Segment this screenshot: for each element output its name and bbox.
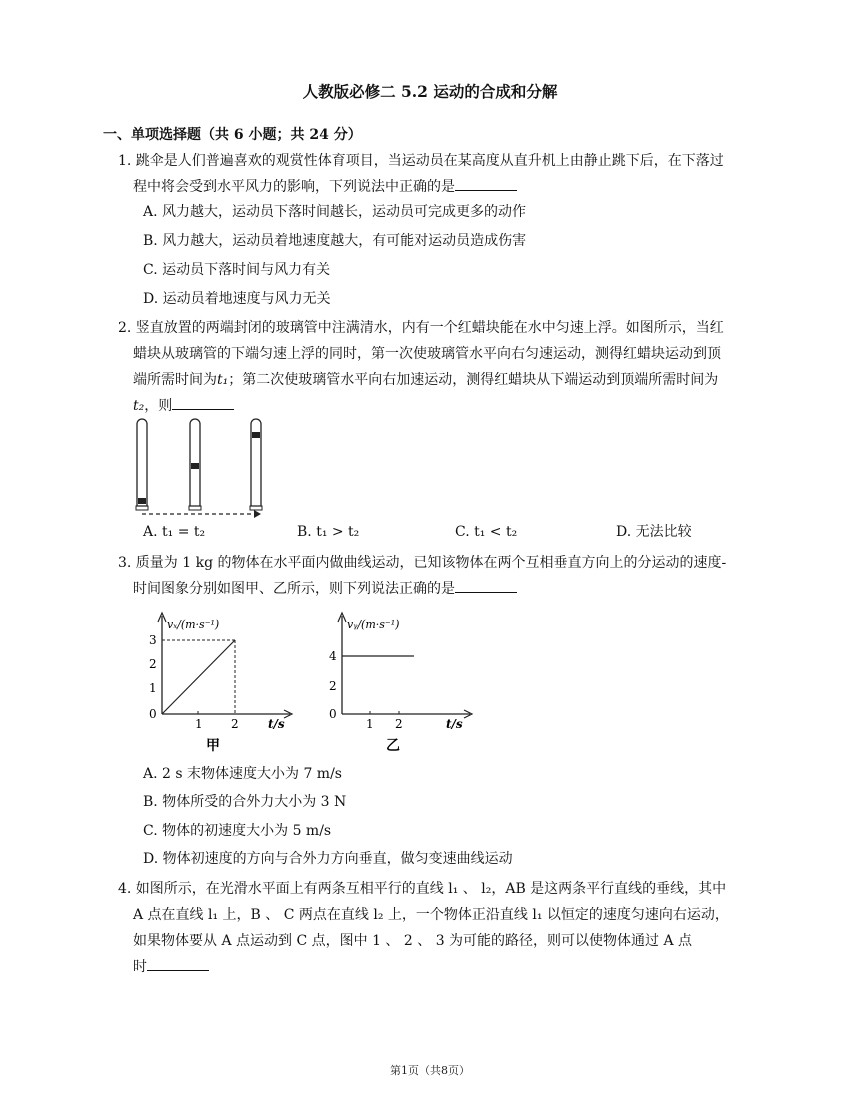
q3-line2: 时间图象分别如图甲、乙所示，则下列说法正确的是: [133, 578, 517, 600]
section-heading: 一、单项选择题（共 6 小题；共 24 分）: [103, 127, 362, 143]
q2-line2: 蜡块从玻璃管的下端匀速上浮的同时，第一次使玻璃管水平向右匀速运动，测得红蜡块运动到顶: [133, 346, 721, 362]
answer-blank: [455, 578, 517, 593]
page-footer: 第1页（共8页）: [390, 1064, 470, 1077]
glass-tube-figure: [132, 416, 272, 520]
graph-b-caption: 乙: [386, 738, 400, 754]
graph-a-ytick-2: 2: [149, 657, 157, 671]
answer-blank: [147, 956, 209, 971]
answer-blank: [172, 395, 234, 410]
graph-b-xtick-1: 1: [366, 717, 374, 731]
q4-line1: 4. 如图所示，在光滑水平面上有两条互相平行的直线 l₁ 、 l₂，AB 是这两条平行直线的垂线，其中: [118, 881, 727, 897]
graph-a-xtick-2: 2: [231, 717, 239, 731]
q4-line2: A 点在直线 l₁ 上，B 、 C 两点在直线 l₂ 上，一个物体正沿直线 l₁ 以恒定的速度匀速向右运动，: [133, 907, 729, 923]
q1-option-d: D. 运动员着地速度与风力无关: [143, 291, 331, 307]
vy-t-graph: [320, 608, 480, 756]
graph-a-ylabel: vₓ/(m·s⁻¹): [167, 618, 220, 631]
q1-line2: 程中将会受到水平风力的影响，下列说法中正确的是: [133, 176, 517, 198]
graph-b-ytick-2: 2: [329, 679, 337, 693]
graph-a-ytick-1: 1: [149, 681, 157, 695]
q2-option-d: D. 无法比较: [616, 524, 692, 540]
q1-line1: 1. 跳伞是人们普遍喜欢的观赏性体育项目，当运动员在某高度从直升机上由静止跳下后，在下落过: [118, 153, 724, 169]
graph-a-caption: 甲: [206, 738, 220, 754]
q2-line1: 2. 竖直放置的两端封闭的玻璃管中注满清水，内有一个红蜡块能在水中匀速上浮。如图所示，当红: [118, 320, 724, 336]
q4-line3: 如果物体要从 A 点运动到 C 点，图中 1 、 2 、 3 为可能的路径，则可以使物体通过 A 点: [133, 933, 693, 949]
vx-t-graph: [140, 608, 300, 756]
graph-b-ylabel: vᵧ/(m·s⁻¹): [347, 618, 400, 631]
graph-b-xtick-2: 2: [395, 717, 403, 731]
q1-option-c: C. 运动员下落时间与风力有关: [143, 262, 331, 278]
q3-option-d: D. 物体初速度的方向与合外力方向垂直，做匀变速曲线运动: [143, 851, 513, 867]
q2-option-a: A. t₁ = t₂: [143, 524, 206, 540]
page-title: 人教版必修二 5.2 运动的合成和分解: [302, 82, 558, 101]
graph-b-ytick-0: 0: [329, 707, 337, 721]
answer-blank: [455, 176, 517, 191]
q3-option-a: A. 2 s 末物体速度大小为 7 m/s: [143, 766, 342, 782]
q2-line4: t₂，则: [133, 395, 234, 417]
graph-a-xtick-1: 1: [195, 717, 203, 731]
q3-option-b: B. 物体所受的合外力大小为 3 N: [143, 794, 347, 810]
q4-line4: 时: [133, 956, 209, 978]
graph-a-ytick-0: 0: [149, 707, 157, 721]
q3-option-c: C. 物体的初速度大小为 5 m/s: [143, 823, 332, 839]
q2-option-c: C. t₁ < t₂: [455, 524, 518, 540]
q1-option-b: B. 风力越大，运动员着地速度越大，有可能对运动员造成伤害: [143, 233, 527, 249]
graph-a-xlabel: t/s: [268, 717, 285, 731]
q2-line3: 端所需时间为t₁；第二次使玻璃管水平向右加速运动，测得红蜡块从下端运动到顶端所需时间为: [133, 372, 719, 388]
q2-option-b: B. t₁ > t₂: [297, 524, 360, 540]
graph-a-ytick-3: 3: [149, 633, 157, 647]
graph-b-ytick-4: 4: [329, 649, 337, 663]
q1-option-a: A. 风力越大，运动员下落时间越长，运动员可完成更多的动作: [143, 204, 527, 220]
q3-line1: 3. 质量为 1 kg 的物体在水平面内做曲线运动，已知该物体在两个互相垂直方向上的分运动的速度-: [118, 555, 727, 571]
graph-b-xlabel: t/s: [446, 717, 463, 731]
